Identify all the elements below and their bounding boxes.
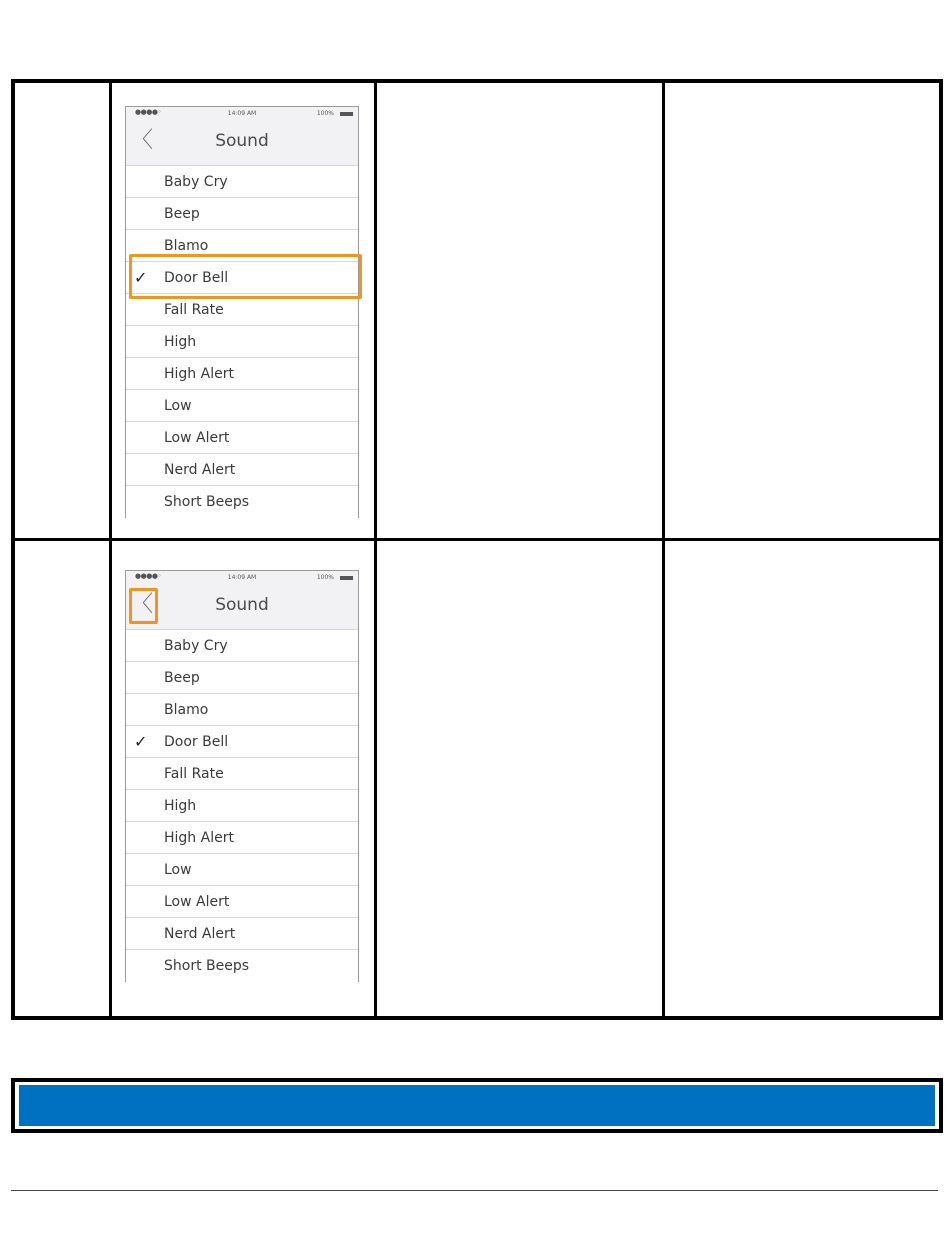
list-item[interactable] [126,198,358,230]
signal-icon: ●●●●◦ [135,572,162,580]
back-glyph: 〈 [131,128,154,153]
checkmark-icon: ✓ [134,268,148,287]
list-item-label: Fall Rate [164,302,224,318]
battery-icon [340,112,353,116]
list-item[interactable] [126,390,358,422]
back-glyph: 〈 [131,592,154,617]
list-item-label: Baby Cry [164,174,228,190]
table-divider [374,83,377,1016]
phone-screenshot [125,570,359,982]
list-item-label: Door Bell [164,270,229,286]
list-item[interactable] [126,726,358,758]
list-item[interactable] [126,166,358,198]
list-item-label: Beep [164,206,200,222]
list-item[interactable] [126,486,358,518]
checkmark-icon: ✓ [134,732,148,751]
sound-list [126,166,358,518]
chevron-left-icon[interactable] [132,129,152,153]
sound-list [126,630,358,982]
list-item-label: High Alert [164,366,234,382]
status-bar [126,571,358,585]
list-item[interactable] [126,822,358,854]
status-time: 14:09 AM [227,574,257,581]
list-item[interactable] [126,422,358,454]
section-banner [11,1078,943,1133]
list-item-label: High [164,334,197,350]
list-item-label: High [164,798,197,814]
battery-percent: 100% [316,110,334,117]
list-item-label: Nerd Alert [164,926,236,942]
list-item[interactable] [126,326,358,358]
list-item[interactable] [126,950,358,982]
list-item[interactable] [126,358,358,390]
nav-bar [126,107,358,166]
list-item-label: Baby Cry [164,638,228,654]
list-item[interactable] [126,454,358,486]
list-item-label: Short Beeps [164,958,250,974]
list-item-label: Blamo [164,238,209,254]
list-item-label: High Alert [164,830,234,846]
list-item[interactable] [126,918,358,950]
banner-fill [19,1085,935,1126]
nav-bar [126,571,358,630]
page-title: Sound [215,131,269,151]
battery-icon [340,576,353,580]
list-item-label: Short Beeps [164,494,250,510]
status-bar [126,107,358,121]
list-item-label: Low [164,398,192,414]
list-item-label: Low Alert [164,430,230,446]
list-item[interactable] [126,694,358,726]
list-item[interactable] [126,758,358,790]
list-item-label: Beep [164,670,200,686]
list-item-label: Door Bell [164,734,229,750]
back-button-highlight [129,588,158,624]
document-table [11,79,943,1020]
footer-rule [11,1190,938,1191]
list-item-label: Fall Rate [164,766,224,782]
list-item[interactable] [126,662,358,694]
page-title: Sound [215,595,269,615]
list-item-label: Low Alert [164,894,230,910]
status-time: 14:09 AM [227,110,257,117]
table-row-divider [15,538,939,541]
list-item[interactable] [126,854,358,886]
phone-screenshot [125,106,359,518]
table-divider [662,83,665,1016]
list-item-label: Blamo [164,702,209,718]
list-item-label: Nerd Alert [164,462,236,478]
list-item[interactable] [126,886,358,918]
signal-icon: ●●●●◦ [135,108,162,116]
battery-percent: 100% [316,574,334,581]
table-divider [109,83,112,1016]
list-item[interactable] [126,790,358,822]
selected-row-highlight [129,254,362,299]
list-item-label: Low [164,862,192,878]
list-item[interactable] [126,630,358,662]
